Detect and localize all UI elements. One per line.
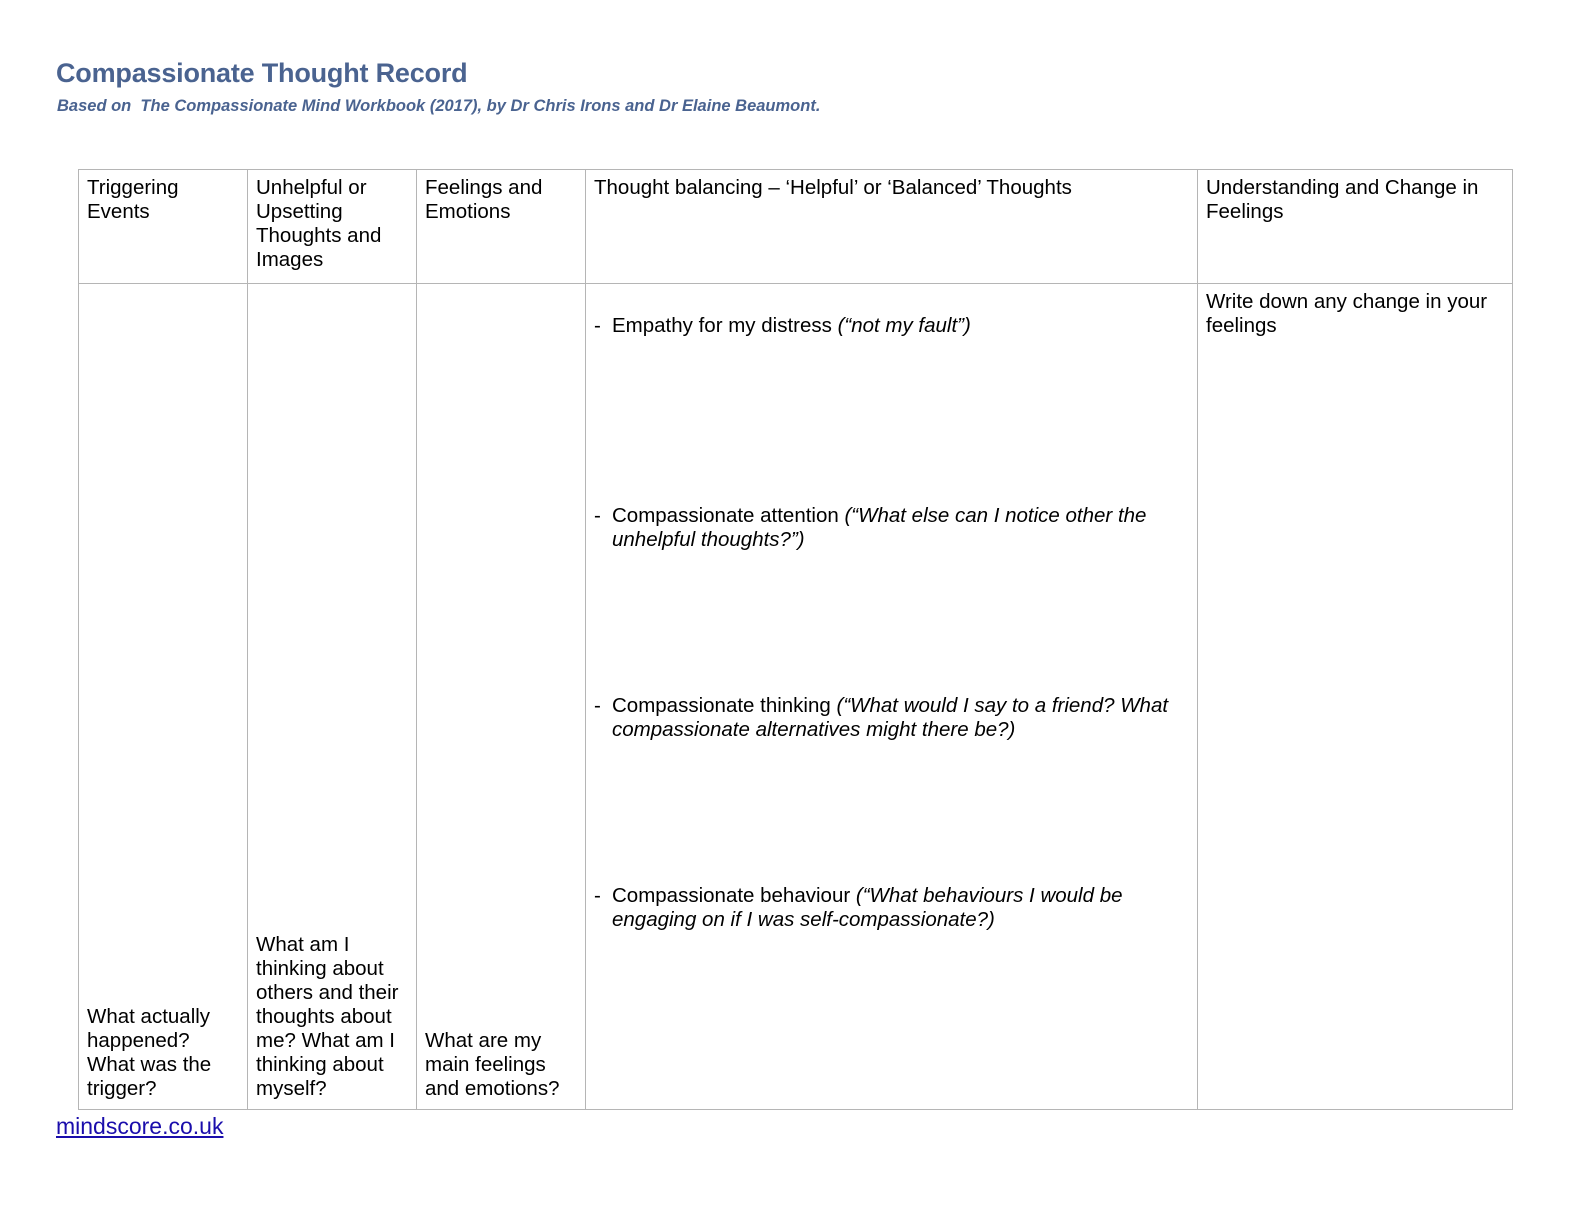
balancing-label: Compassionate behaviour: [612, 884, 856, 907]
list-item: [594, 884, 1189, 1074]
feelings-cell[interactable]: [417, 284, 586, 1110]
change-in-feelings-prompt: Write down any change in your feelings: [1206, 290, 1488, 337]
change-in-feelings-cell[interactable]: [1198, 284, 1513, 1110]
table-header-row: [79, 170, 1513, 284]
list-item: [594, 694, 1189, 884]
page-title: Compassionate Thought Record: [56, 58, 468, 88]
dash-marker: -: [594, 314, 601, 337]
dash-marker: -: [594, 694, 601, 717]
balancing-label: Empathy for my distress: [612, 314, 838, 337]
triggering-events-cell[interactable]: [79, 284, 248, 1110]
triggering-events-prompt: What actually happened? What was the trigger?: [87, 1005, 212, 1100]
unhelpful-thoughts-prompt: What am I thinking about others and their thoughts about me? What am I thinking about myself?: [256, 933, 399, 1100]
table-body-row: [79, 284, 1513, 1110]
thought-balancing-cell[interactable]: [586, 284, 1198, 1110]
thought-record-table: [78, 169, 1513, 1110]
balancing-label: Compassionate attention: [612, 504, 845, 527]
balancing-hint: (“What behaviours I would be engaging on if I was self-compassionate?): [612, 884, 1123, 931]
balancing-hint: (“What else can I notice other the unhelpful thoughts?”): [612, 504, 1147, 551]
list-item: [594, 504, 1189, 694]
column-header-unhelpful-thoughts: Unhelpful or Upsetting Thoughts and Images: [248, 170, 417, 284]
balancing-hint: (“What would I say to a friend? What compassionate alternatives might there be?): [612, 694, 1169, 741]
balancing-label: Compassionate thinking: [612, 694, 837, 717]
website-link[interactable]: mindscore.co.uk: [56, 1113, 224, 1139]
list-item: [594, 314, 1189, 504]
column-header-thought-balancing: Thought balancing – ‘Helpful’ or ‘Balanced’ Thoughts: [586, 170, 1198, 284]
column-header-change-in-feelings: Understanding and Change in Feelings: [1198, 170, 1513, 284]
column-header-feelings: Feelings and Emotions: [417, 170, 586, 284]
unhelpful-thoughts-cell[interactable]: [248, 284, 417, 1110]
column-header-triggering-events: Triggering Events: [79, 170, 248, 284]
dash-marker: -: [594, 884, 601, 907]
dash-marker: -: [594, 504, 601, 527]
feelings-prompt: What are my main feelings and emotions?: [425, 1029, 560, 1100]
balancing-list: [594, 314, 1189, 1074]
page-subtitle: Based on The Compassionate Mind Workbook (2017), by Dr Chris Irons and Dr Elaine Beaumont.: [57, 97, 821, 115]
balancing-hint: (“not my fault”): [837, 314, 971, 337]
